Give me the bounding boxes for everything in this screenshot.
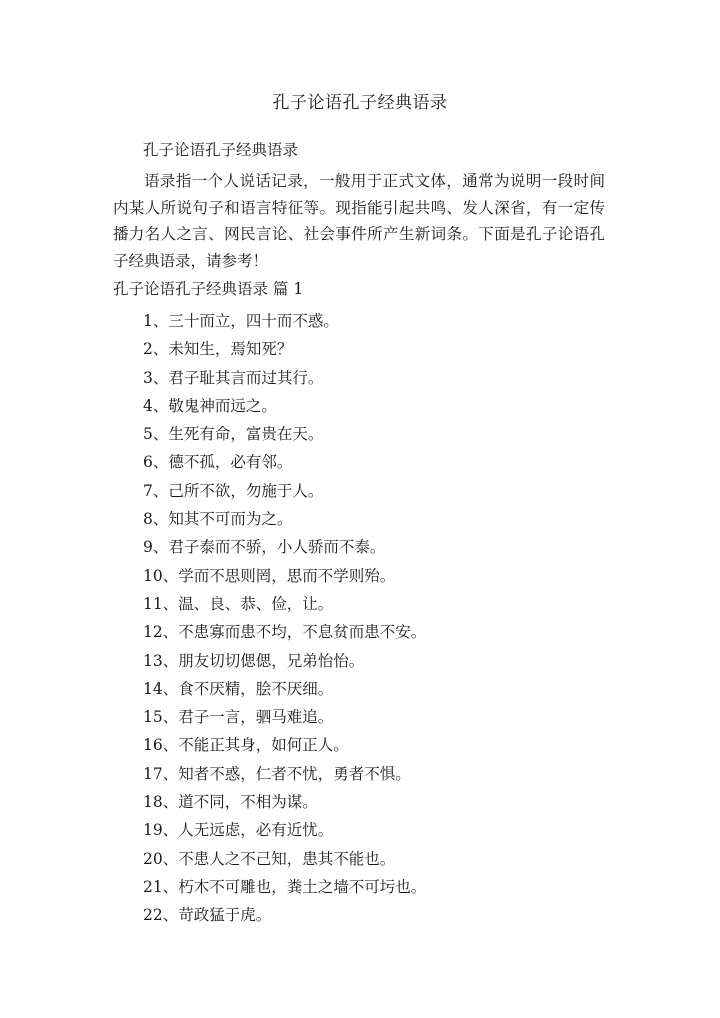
quote-item: 9、君子泰而不骄，小人骄而不泰。 [143,538,386,557]
section-heading: 孔子论语孔子经典语录 篇 1 [113,280,304,298]
document-title: 孔子论语孔子经典语录 [272,93,448,113]
quote-item: 7、己所不欲，勿施于人。 [143,481,324,500]
quote-item: 8、知其不可而为之。 [143,510,293,529]
quote-item: 12、不患寡而患不均，不息贫而患不安。 [143,623,427,642]
quote-list [143,307,426,930]
quote-item: 13、朋友切切偲偲，兄弟怡怡。 [143,651,365,670]
quote-item: 19、人无远虑，必有近忧。 [143,821,334,840]
quote-item: 1、三十而立，四十而不惑。 [143,312,339,330]
quote-item: 6、德不孤，必有邻。 [143,453,293,472]
quote-item: 17、知者不惑，仁者不忧，勇者不惧。 [143,764,411,783]
quote-item: 16、不能正其身，如何正人。 [143,736,349,755]
quote-item: 18、道不同，不相为谋。 [143,793,318,812]
quote-item: 11、温、良、恭、俭，让。 [143,594,334,613]
intro-paragraph: 语录指一个人说话记录，一般用于正式文体，通常为说明一段时间内某人所说句子和语言特征等。现指能引起共鸣、发人深省，有一定传播力名人之言、网民言论、社会事件所产生新词条。下面是孔子论语孔子经典语录，请参考！ [113,172,605,270]
quote-item: 22、苛政猛于虎。 [143,906,272,925]
quote-item: 15、君子一言，驷马难追。 [143,708,334,727]
quote-item: 2、未知生，焉知死？ [143,340,293,359]
quote-item: 10、学而不思则罔，思而不学则殆。 [143,566,396,585]
quote-item: 4、敬鬼神而远之。 [143,396,277,415]
document-subtitle: 孔子论语孔子经典语录 [143,141,299,159]
quote-item: 21、朽木不可雕也，粪土之墙不可圬也。 [143,877,427,896]
quote-item: 14、食不厌精，脍不厌细。 [143,679,334,698]
quote-item: 3、君子耻其言而过其行。 [143,368,324,387]
quote-item: 5、生死有命，富贵在天。 [143,425,324,444]
quote-item: 20、不患人之不己知，患其不能也。 [143,849,396,868]
